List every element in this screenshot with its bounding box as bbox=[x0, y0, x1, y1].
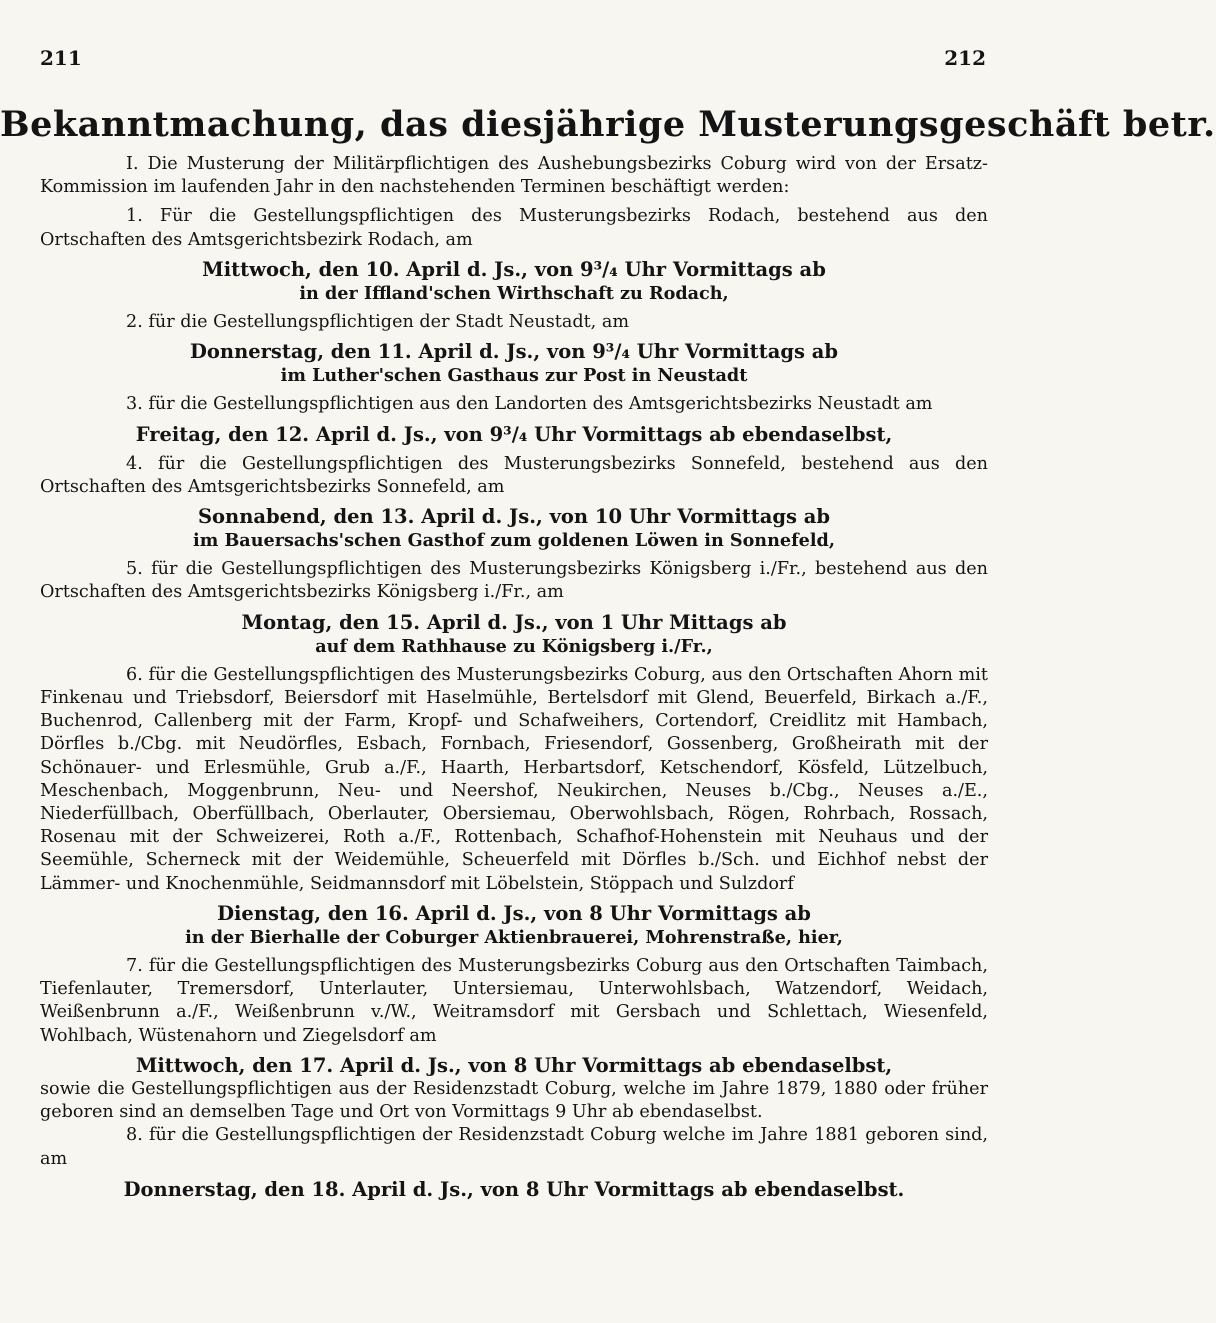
item-5-date: Montag, den 15. April d. Js., von 1 Uhr Mittags ab bbox=[241, 610, 787, 634]
item-5-location: auf dem Rathhause zu Königsberg i./Fr., bbox=[315, 635, 713, 657]
intro-paragraph: I. Die Musterung der Militärpflichtigen des Aushebungsbezirks Coburg wird von der Ersatz-Kommission im laufenden Jahr in den nachstehenden Terminen beschäftigt werden: bbox=[40, 154, 988, 198]
item-4-location: im Bauersachs'schen Gasthof zum goldenen Löwen in Sonnefeld, bbox=[193, 530, 835, 552]
item-2-text: 2. für die Gestellungspflichtigen der Stadt Neustadt, am bbox=[126, 312, 630, 333]
item-8-date: Donnerstag, den 18. April d. Js., von 8 Uhr Vormittags ab ebendaselbst. bbox=[123, 1177, 905, 1201]
item-2-date: Donnerstag, den 11. April d. Js., von 9³/₄ Uhr Vormittags ab bbox=[189, 340, 839, 364]
announcement-body bbox=[40, 153, 988, 1202]
page-title: Bekanntmachung, das diesjährige Musterungsgeschäft betr. bbox=[0, 104, 1216, 145]
page-number-right: 212 bbox=[944, 46, 986, 70]
item-2-location: im Luther'schen Gasthaus zur Post in Neustadt bbox=[280, 365, 748, 387]
page-number-left: 211 bbox=[40, 46, 82, 70]
item-1-text: 1. Für die Gestellungspflichtigen des Musterungsbezirks Rodach, bestehend aus den Ortschaften des Amtsgerichtsbezirk Rodach, am bbox=[40, 206, 988, 250]
item-5-text: 5. für die Gestellungspflichtigen des Musterungsbezirks Königsberg i./Fr., bestehend aus den Ortschaften des Amtsgerichtsbezirks Königsberg i./Fr., am bbox=[40, 559, 988, 603]
item-3-text: 3. für die Gestellungspflichtigen aus den Landorten des Amtsgerichtsbezirks Neustadt am bbox=[126, 394, 933, 415]
item-3-date: Freitag, den 12. April d. Js., von 9³/₄ Uhr Vormittags ab ebendaselbst, bbox=[135, 422, 893, 446]
item-7-date: Mittwoch, den 17. April d. Js., von 8 Uhr Vormittags ab ebendaselbst, bbox=[135, 1053, 893, 1077]
item-6-date: Dienstag, den 16. April d. Js., von 8 Uhr Vormittags ab bbox=[217, 901, 811, 925]
item-1-location: in der Iffland'schen Wirthschaft zu Rodach, bbox=[299, 282, 729, 304]
item-7-text: 7. für die Gestellungspflichtigen des Musterungsbezirks Coburg aus den Ortschaften Taimbach, Tiefenlauter, Tremersdorf, Unterlauter, Untersiemau, Unterwohlsbach, Watzendorf, Weidach, Weißenbrunn a./F., Weißenbrunn v./W., Weitramsdorf mit Gersbach und Schlettach, Wiesenfeld, Wohlbach, Wüstenahorn und Ziegelsdorf am bbox=[40, 956, 988, 1046]
item-8-text: 8. für die Gestellungspflichtigen der Residenzstadt Coburg welche im Jahre 1881 geboren sind, am bbox=[40, 1125, 988, 1169]
item-6-location: in der Bierhalle der Coburger Aktienbrauerei, Mohrenstraße, hier, bbox=[185, 926, 843, 948]
item-4-text: 4. für die Gestellungspflichtigen des Musterungsbezirks Sonnefeld, bestehend aus den Ortschaften des Amtsgerichtsbezirks Sonnefeld, am bbox=[40, 453, 988, 497]
item-7-continuation: sowie die Gestellungspflichtigen aus der Residenzstadt Coburg, welche im Jahre 1879, 1880 oder früher geboren sind an demselben Tage und Ort von Vormittags 9 Uhr ab ebendaselbst. bbox=[40, 1078, 988, 1123]
item-1-date: Mittwoch, den 10. April d. Js., von 9³/₄ Uhr Vormittags ab bbox=[202, 257, 826, 281]
item-6-text: 6. für die Gestellungspflichtigen des Musterungsbezirks Coburg, aus den Ortschaften Ahorn mit Finkenau und Triebsdorf, Beiersdorf mit Haselmühle, Bertelsdorf mit Glend, Beuerfeld, Birkach a./F., Buchenrod, Callenberg mit der Farm, Kropf- und Schafweihers, Cortendorf, Creidlitz mit Hambach, Dörfles b./Cbg. mit Neudörfles, Esbach, Fornbach, Friesendorf, Gossenberg, Großheirath mit der Schönauer- und Erlesmühle, Grub a./F., Haarth, Herbartsdorf, Ketschendorf, Kösfeld, Lützelbuch, Meschenbach, Moggenbrunn, Neu- und Neershof, Neukirchen, Neuses b./Cbg., Neuses a./E., Niederfüllbach, Oberfüllbach, Oberlauter, Obersiemau, Oberwohlsbach, Rögen, Rohrbach, Rossach, Rosenau mit der Schweizerei, Roth a./F., Rottenbach, Schafhof-Hohenstein mit Neuhaus und der Seemühle, Scherneck mit der Weidemühle, Scheuerfeld mit Dörfles b./Sch. und Eichhof nebst der Lämmer- und Knochenmühle, Seidmannsdorf mit Löbelstein, Stöppach und Sulzdorf bbox=[40, 664, 988, 894]
item-4-date: Sonnabend, den 13. April d. Js., von 10 Uhr Vormittags ab bbox=[197, 505, 831, 529]
